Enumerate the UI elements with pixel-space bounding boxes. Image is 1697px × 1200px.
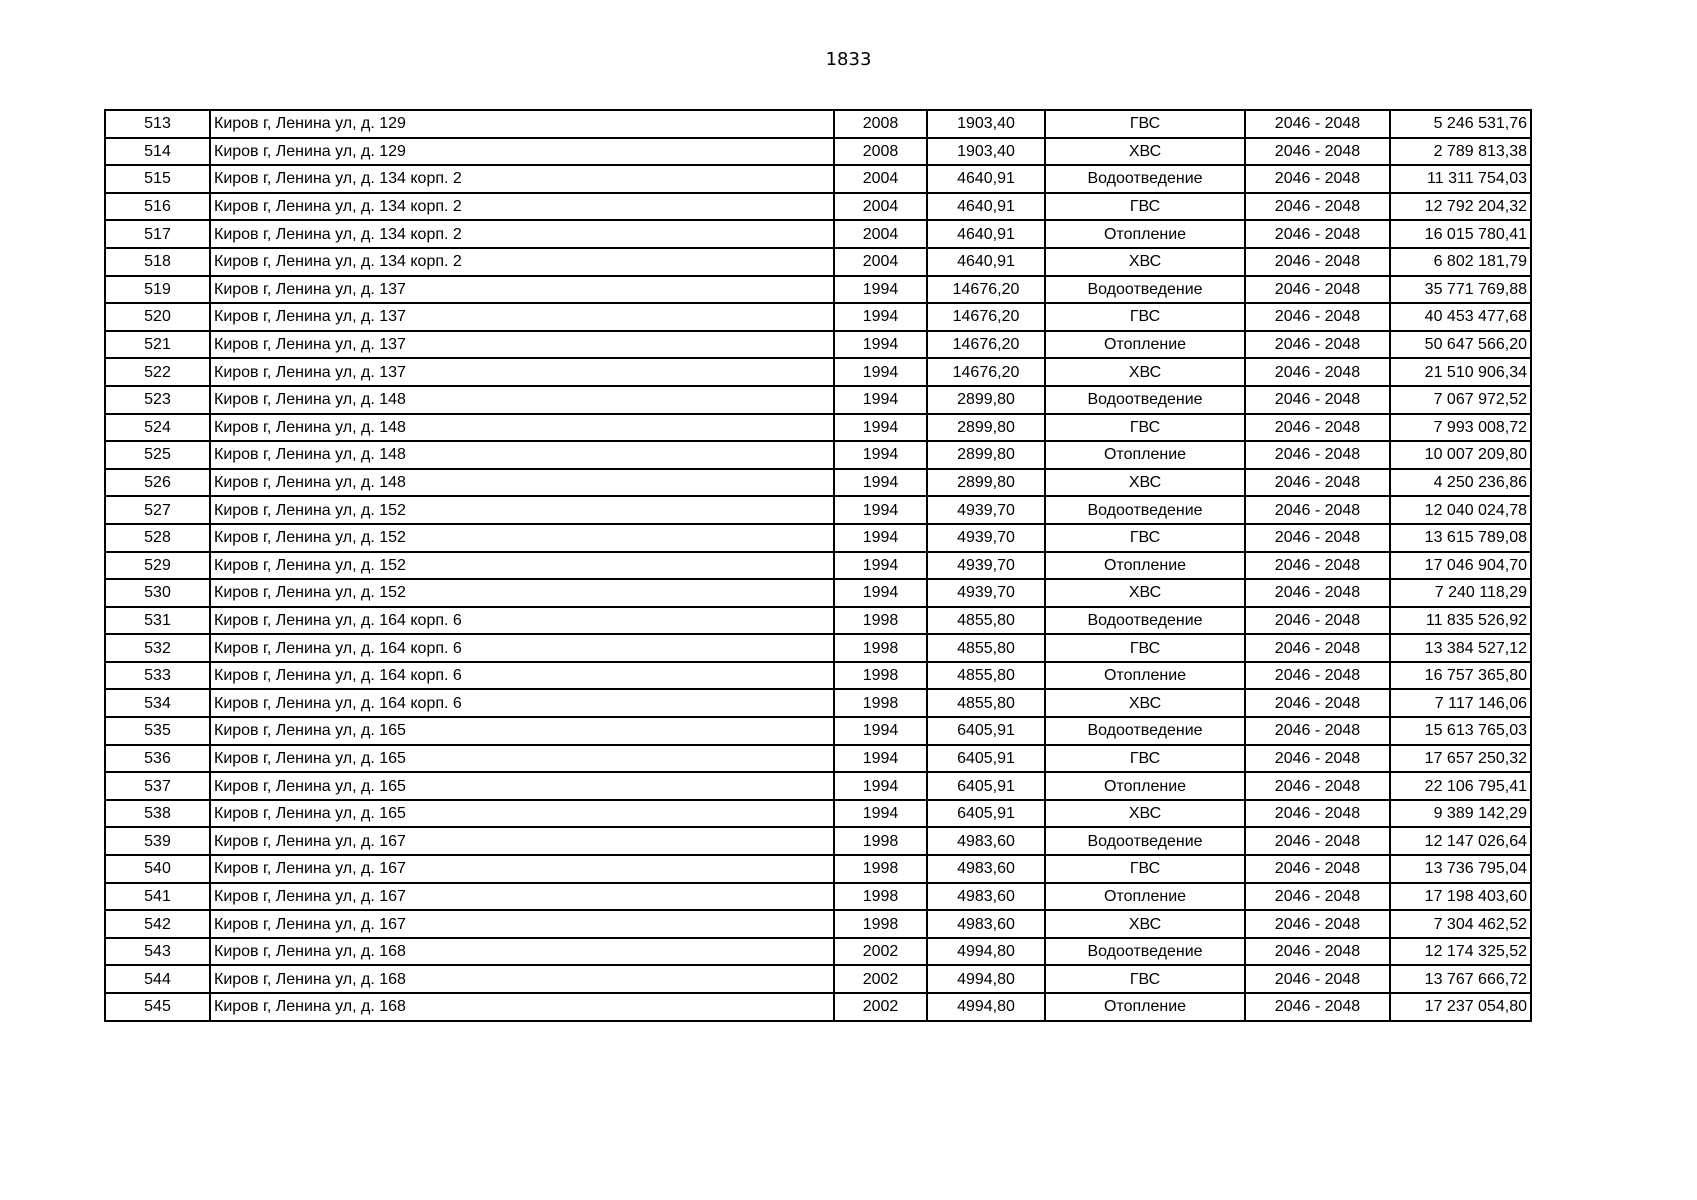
table-row [105, 193, 1531, 221]
repair-period-cell: 2046 - 2048 [1245, 772, 1390, 800]
table-row [105, 855, 1531, 883]
service-type-cell: Отопление [1045, 441, 1245, 469]
table-row [105, 524, 1531, 552]
row-number-cell: 516 [105, 193, 210, 221]
repair-period-cell: 2046 - 2048 [1245, 717, 1390, 745]
repair-period-cell: 2046 - 2048 [1245, 634, 1390, 662]
table-row [105, 662, 1531, 690]
address-cell: Киров г, Ленина ул, д. 167 [210, 827, 834, 855]
cost-cell: 17 198 403,60 [1390, 883, 1531, 911]
repair-period-cell: 2046 - 2048 [1245, 689, 1390, 717]
row-number-cell: 519 [105, 276, 210, 304]
area-cell: 6405,91 [927, 772, 1045, 800]
row-number-cell: 514 [105, 138, 210, 166]
address-cell: Киров г, Ленина ул, д. 152 [210, 552, 834, 580]
build-year-cell: 1994 [834, 386, 927, 414]
build-year-cell: 1994 [834, 358, 927, 386]
address-cell: Киров г, Ленина ул, д. 152 [210, 579, 834, 607]
build-year-cell: 1994 [834, 552, 927, 580]
address-cell: Киров г, Ленина ул, д. 134 корп. 2 [210, 248, 834, 276]
build-year-cell: 2002 [834, 938, 927, 966]
address-cell: Киров г, Ленина ул, д. 164 корп. 6 [210, 607, 834, 635]
build-year-cell: 1998 [834, 855, 927, 883]
table-row [105, 910, 1531, 938]
build-year-cell: 1994 [834, 441, 927, 469]
address-cell: Киров г, Ленина ул, д. 148 [210, 441, 834, 469]
cost-cell: 6 802 181,79 [1390, 248, 1531, 276]
table-row [105, 165, 1531, 193]
service-type-cell: Отопление [1045, 220, 1245, 248]
build-year-cell: 2004 [834, 165, 927, 193]
address-cell: Киров г, Ленина ул, д. 134 корп. 2 [210, 193, 834, 221]
row-number-cell: 540 [105, 855, 210, 883]
area-cell: 4939,70 [927, 496, 1045, 524]
service-type-cell: Отопление [1045, 331, 1245, 359]
table-row [105, 331, 1531, 359]
address-cell: Киров г, Ленина ул, д. 148 [210, 414, 834, 442]
service-type-cell: ХВС [1045, 689, 1245, 717]
table-row [105, 717, 1531, 745]
row-number-cell: 518 [105, 248, 210, 276]
area-cell: 4983,60 [927, 910, 1045, 938]
repair-period-cell: 2046 - 2048 [1245, 965, 1390, 993]
address-cell: Киров г, Ленина ул, д. 137 [210, 276, 834, 304]
cost-cell: 13 736 795,04 [1390, 855, 1531, 883]
area-cell: 6405,91 [927, 717, 1045, 745]
cost-cell: 2 789 813,38 [1390, 138, 1531, 166]
address-cell: Киров г, Ленина ул, д. 134 корп. 2 [210, 220, 834, 248]
build-year-cell: 1994 [834, 414, 927, 442]
cost-cell: 12 174 325,52 [1390, 938, 1531, 966]
row-number-cell: 520 [105, 303, 210, 331]
area-cell: 2899,80 [927, 469, 1045, 497]
cost-cell: 7 240 118,29 [1390, 579, 1531, 607]
cost-cell: 5 246 531,76 [1390, 110, 1531, 138]
address-cell: Киров г, Ленина ул, д. 167 [210, 855, 834, 883]
build-year-cell: 1994 [834, 496, 927, 524]
address-cell: Киров г, Ленина ул, д. 167 [210, 910, 834, 938]
area-cell: 14676,20 [927, 276, 1045, 304]
row-number-cell: 530 [105, 579, 210, 607]
service-type-cell: ГВС [1045, 303, 1245, 331]
build-year-cell: 1994 [834, 276, 927, 304]
build-year-cell: 2002 [834, 993, 927, 1021]
row-number-cell: 538 [105, 800, 210, 828]
row-number-cell: 534 [105, 689, 210, 717]
address-cell: Киров г, Ленина ул, д. 164 корп. 6 [210, 662, 834, 690]
row-number-cell: 542 [105, 910, 210, 938]
service-type-cell: ХВС [1045, 800, 1245, 828]
repair-period-cell: 2046 - 2048 [1245, 910, 1390, 938]
service-type-cell: ХВС [1045, 358, 1245, 386]
address-cell: Киров г, Ленина ул, д. 129 [210, 110, 834, 138]
area-cell: 14676,20 [927, 331, 1045, 359]
row-number-cell: 545 [105, 993, 210, 1021]
repair-period-cell: 2046 - 2048 [1245, 110, 1390, 138]
build-year-cell: 1994 [834, 772, 927, 800]
repair-period-cell: 2046 - 2048 [1245, 165, 1390, 193]
service-type-cell: ХВС [1045, 248, 1245, 276]
cost-cell: 16 757 365,80 [1390, 662, 1531, 690]
service-type-cell: ГВС [1045, 965, 1245, 993]
address-cell: Киров г, Ленина ул, д. 152 [210, 496, 834, 524]
address-cell: Киров г, Ленина ул, д. 129 [210, 138, 834, 166]
row-number-cell: 529 [105, 552, 210, 580]
row-number-cell: 535 [105, 717, 210, 745]
service-type-cell: ГВС [1045, 855, 1245, 883]
area-cell: 1903,40 [927, 110, 1045, 138]
table-row [105, 248, 1531, 276]
address-cell: Киров г, Ленина ул, д. 168 [210, 993, 834, 1021]
area-cell: 6405,91 [927, 745, 1045, 773]
area-cell: 4939,70 [927, 552, 1045, 580]
row-number-cell: 531 [105, 607, 210, 635]
row-number-cell: 515 [105, 165, 210, 193]
build-year-cell: 1994 [834, 524, 927, 552]
table-row [105, 552, 1531, 580]
area-cell: 4640,91 [927, 165, 1045, 193]
cost-cell: 17 046 904,70 [1390, 552, 1531, 580]
build-year-cell: 1998 [834, 634, 927, 662]
table-row [105, 496, 1531, 524]
repair-period-cell: 2046 - 2048 [1245, 993, 1390, 1021]
repair-period-cell: 2046 - 2048 [1245, 524, 1390, 552]
service-type-cell: ГВС [1045, 634, 1245, 662]
build-year-cell: 1994 [834, 331, 927, 359]
repair-period-cell: 2046 - 2048 [1245, 662, 1390, 690]
repair-period-cell: 2046 - 2048 [1245, 496, 1390, 524]
service-type-cell: Водоотведение [1045, 827, 1245, 855]
page-number: 1833 [825, 49, 872, 70]
service-type-cell: ГВС [1045, 745, 1245, 773]
address-cell: Киров г, Ленина ул, д. 164 корп. 6 [210, 689, 834, 717]
cost-cell: 11 835 526,92 [1390, 607, 1531, 635]
cost-cell: 35 771 769,88 [1390, 276, 1531, 304]
service-type-cell: Водоотведение [1045, 165, 1245, 193]
service-type-cell: Водоотведение [1045, 386, 1245, 414]
area-cell: 4855,80 [927, 607, 1045, 635]
build-year-cell: 2004 [834, 220, 927, 248]
repair-period-cell: 2046 - 2048 [1245, 386, 1390, 414]
repair-period-cell: 2046 - 2048 [1245, 414, 1390, 442]
area-cell: 1903,40 [927, 138, 1045, 166]
area-cell: 4983,60 [927, 883, 1045, 911]
build-year-cell: 1994 [834, 745, 927, 773]
table-row [105, 772, 1531, 800]
address-cell: Киров г, Ленина ул, д. 168 [210, 938, 834, 966]
table-row [105, 579, 1531, 607]
cost-cell: 7 304 462,52 [1390, 910, 1531, 938]
table-row [105, 414, 1531, 442]
area-cell: 4855,80 [927, 634, 1045, 662]
build-year-cell: 2008 [834, 110, 927, 138]
service-type-cell: ХВС [1045, 579, 1245, 607]
cost-cell: 22 106 795,41 [1390, 772, 1531, 800]
table-row [105, 745, 1531, 773]
table-row [105, 386, 1531, 414]
row-number-cell: 526 [105, 469, 210, 497]
repair-period-cell: 2046 - 2048 [1245, 469, 1390, 497]
row-number-cell: 522 [105, 358, 210, 386]
repair-period-cell: 2046 - 2048 [1245, 800, 1390, 828]
repair-period-cell: 2046 - 2048 [1245, 745, 1390, 773]
cost-cell: 21 510 906,34 [1390, 358, 1531, 386]
cost-cell: 17 237 054,80 [1390, 993, 1531, 1021]
area-cell: 4994,80 [927, 965, 1045, 993]
service-type-cell: ГВС [1045, 193, 1245, 221]
address-cell: Киров г, Ленина ул, д. 165 [210, 717, 834, 745]
table-row [105, 938, 1531, 966]
build-year-cell: 1994 [834, 717, 927, 745]
service-type-cell: Водоотведение [1045, 717, 1245, 745]
address-cell: Киров г, Ленина ул, д. 134 корп. 2 [210, 165, 834, 193]
cost-cell: 13 615 789,08 [1390, 524, 1531, 552]
table-row [105, 276, 1531, 304]
cost-cell: 12 147 026,64 [1390, 827, 1531, 855]
build-year-cell: 2004 [834, 248, 927, 276]
area-cell: 14676,20 [927, 303, 1045, 331]
table-row [105, 634, 1531, 662]
repair-period-cell: 2046 - 2048 [1245, 220, 1390, 248]
repair-period-cell: 2046 - 2048 [1245, 358, 1390, 386]
build-year-cell: 1998 [834, 827, 927, 855]
cost-cell: 10 007 209,80 [1390, 441, 1531, 469]
cost-cell: 13 767 666,72 [1390, 965, 1531, 993]
row-number-cell: 523 [105, 386, 210, 414]
row-number-cell: 521 [105, 331, 210, 359]
service-type-cell: ХВС [1045, 469, 1245, 497]
row-number-cell: 524 [105, 414, 210, 442]
area-cell: 4855,80 [927, 689, 1045, 717]
row-number-cell: 517 [105, 220, 210, 248]
cost-cell: 4 250 236,86 [1390, 469, 1531, 497]
area-cell: 4994,80 [927, 993, 1045, 1021]
area-cell: 4983,60 [927, 827, 1045, 855]
cost-cell: 7 117 146,06 [1390, 689, 1531, 717]
row-number-cell: 544 [105, 965, 210, 993]
table-row [105, 220, 1531, 248]
address-cell: Киров г, Ленина ул, д. 148 [210, 386, 834, 414]
row-number-cell: 513 [105, 110, 210, 138]
repair-period-cell: 2046 - 2048 [1245, 579, 1390, 607]
build-year-cell: 1994 [834, 303, 927, 331]
cost-cell: 7 067 972,52 [1390, 386, 1531, 414]
cost-cell: 7 993 008,72 [1390, 414, 1531, 442]
service-type-cell: Отопление [1045, 772, 1245, 800]
service-type-cell: Отопление [1045, 662, 1245, 690]
repair-period-cell: 2046 - 2048 [1245, 193, 1390, 221]
row-number-cell: 533 [105, 662, 210, 690]
repair-schedule-table [104, 109, 1532, 1022]
area-cell: 4640,91 [927, 248, 1045, 276]
area-cell: 4939,70 [927, 579, 1045, 607]
row-number-cell: 537 [105, 772, 210, 800]
address-cell: Киров г, Ленина ул, д. 165 [210, 800, 834, 828]
cost-cell: 50 647 566,20 [1390, 331, 1531, 359]
address-cell: Киров г, Ленина ул, д. 137 [210, 303, 834, 331]
area-cell: 2899,80 [927, 386, 1045, 414]
build-year-cell: 1994 [834, 469, 927, 497]
repair-period-cell: 2046 - 2048 [1245, 938, 1390, 966]
table-row [105, 965, 1531, 993]
repair-period-cell: 2046 - 2048 [1245, 855, 1390, 883]
cost-cell: 17 657 250,32 [1390, 745, 1531, 773]
area-cell: 4994,80 [927, 938, 1045, 966]
table-row [105, 138, 1531, 166]
build-year-cell: 2004 [834, 193, 927, 221]
row-number-cell: 527 [105, 496, 210, 524]
repair-period-cell: 2046 - 2048 [1245, 883, 1390, 911]
build-year-cell: 1998 [834, 883, 927, 911]
table-row [105, 303, 1531, 331]
row-number-cell: 543 [105, 938, 210, 966]
area-cell: 14676,20 [927, 358, 1045, 386]
repair-period-cell: 2046 - 2048 [1245, 441, 1390, 469]
repair-period-cell: 2046 - 2048 [1245, 248, 1390, 276]
table-row [105, 469, 1531, 497]
repair-period-cell: 2046 - 2048 [1245, 827, 1390, 855]
repair-period-cell: 2046 - 2048 [1245, 138, 1390, 166]
cost-cell: 9 389 142,29 [1390, 800, 1531, 828]
service-type-cell: ХВС [1045, 138, 1245, 166]
address-cell: Киров г, Ленина ул, д. 164 корп. 6 [210, 634, 834, 662]
row-number-cell: 532 [105, 634, 210, 662]
table-row [105, 827, 1531, 855]
service-type-cell: Водоотведение [1045, 276, 1245, 304]
area-cell: 2899,80 [927, 441, 1045, 469]
service-type-cell: Водоотведение [1045, 496, 1245, 524]
service-type-cell: Отопление [1045, 993, 1245, 1021]
service-type-cell: ГВС [1045, 524, 1245, 552]
table-row [105, 689, 1531, 717]
service-type-cell: ХВС [1045, 910, 1245, 938]
build-year-cell: 1998 [834, 910, 927, 938]
area-cell: 4640,91 [927, 193, 1045, 221]
cost-cell: 12 792 204,32 [1390, 193, 1531, 221]
address-cell: Киров г, Ленина ул, д. 167 [210, 883, 834, 911]
area-cell: 6405,91 [927, 800, 1045, 828]
repair-period-cell: 2046 - 2048 [1245, 552, 1390, 580]
table-row [105, 607, 1531, 635]
table-body [105, 110, 1531, 1021]
cost-cell: 40 453 477,68 [1390, 303, 1531, 331]
cost-cell: 13 384 527,12 [1390, 634, 1531, 662]
table-row [105, 800, 1531, 828]
row-number-cell: 528 [105, 524, 210, 552]
table-row [105, 358, 1531, 386]
table-row [105, 883, 1531, 911]
service-type-cell: Отопление [1045, 883, 1245, 911]
build-year-cell: 2002 [834, 965, 927, 993]
address-cell: Киров г, Ленина ул, д. 148 [210, 469, 834, 497]
build-year-cell: 1994 [834, 579, 927, 607]
table-row [105, 993, 1531, 1021]
build-year-cell: 1998 [834, 607, 927, 635]
row-number-cell: 539 [105, 827, 210, 855]
service-type-cell: Отопление [1045, 552, 1245, 580]
build-year-cell: 1998 [834, 689, 927, 717]
cost-cell: 16 015 780,41 [1390, 220, 1531, 248]
cost-cell: 15 613 765,03 [1390, 717, 1531, 745]
row-number-cell: 525 [105, 441, 210, 469]
table-row [105, 441, 1531, 469]
address-cell: Киров г, Ленина ул, д. 137 [210, 331, 834, 359]
repair-period-cell: 2046 - 2048 [1245, 331, 1390, 359]
service-type-cell: Водоотведение [1045, 607, 1245, 635]
repair-period-cell: 2046 - 2048 [1245, 303, 1390, 331]
build-year-cell: 2008 [834, 138, 927, 166]
address-cell: Киров г, Ленина ул, д. 152 [210, 524, 834, 552]
area-cell: 4640,91 [927, 220, 1045, 248]
area-cell: 4939,70 [927, 524, 1045, 552]
service-type-cell: ГВС [1045, 110, 1245, 138]
address-cell: Киров г, Ленина ул, д. 165 [210, 772, 834, 800]
build-year-cell: 1994 [834, 800, 927, 828]
repair-period-cell: 2046 - 2048 [1245, 276, 1390, 304]
table-row [105, 110, 1531, 138]
cost-cell: 12 040 024,78 [1390, 496, 1531, 524]
area-cell: 4855,80 [927, 662, 1045, 690]
address-cell: Киров г, Ленина ул, д. 165 [210, 745, 834, 773]
row-number-cell: 536 [105, 745, 210, 773]
service-type-cell: ГВС [1045, 414, 1245, 442]
row-number-cell: 541 [105, 883, 210, 911]
repair-period-cell: 2046 - 2048 [1245, 607, 1390, 635]
address-cell: Киров г, Ленина ул, д. 168 [210, 965, 834, 993]
cost-cell: 11 311 754,03 [1390, 165, 1531, 193]
address-cell: Киров г, Ленина ул, д. 137 [210, 358, 834, 386]
area-cell: 2899,80 [927, 414, 1045, 442]
service-type-cell: Водоотведение [1045, 938, 1245, 966]
area-cell: 4983,60 [927, 855, 1045, 883]
build-year-cell: 1998 [834, 662, 927, 690]
